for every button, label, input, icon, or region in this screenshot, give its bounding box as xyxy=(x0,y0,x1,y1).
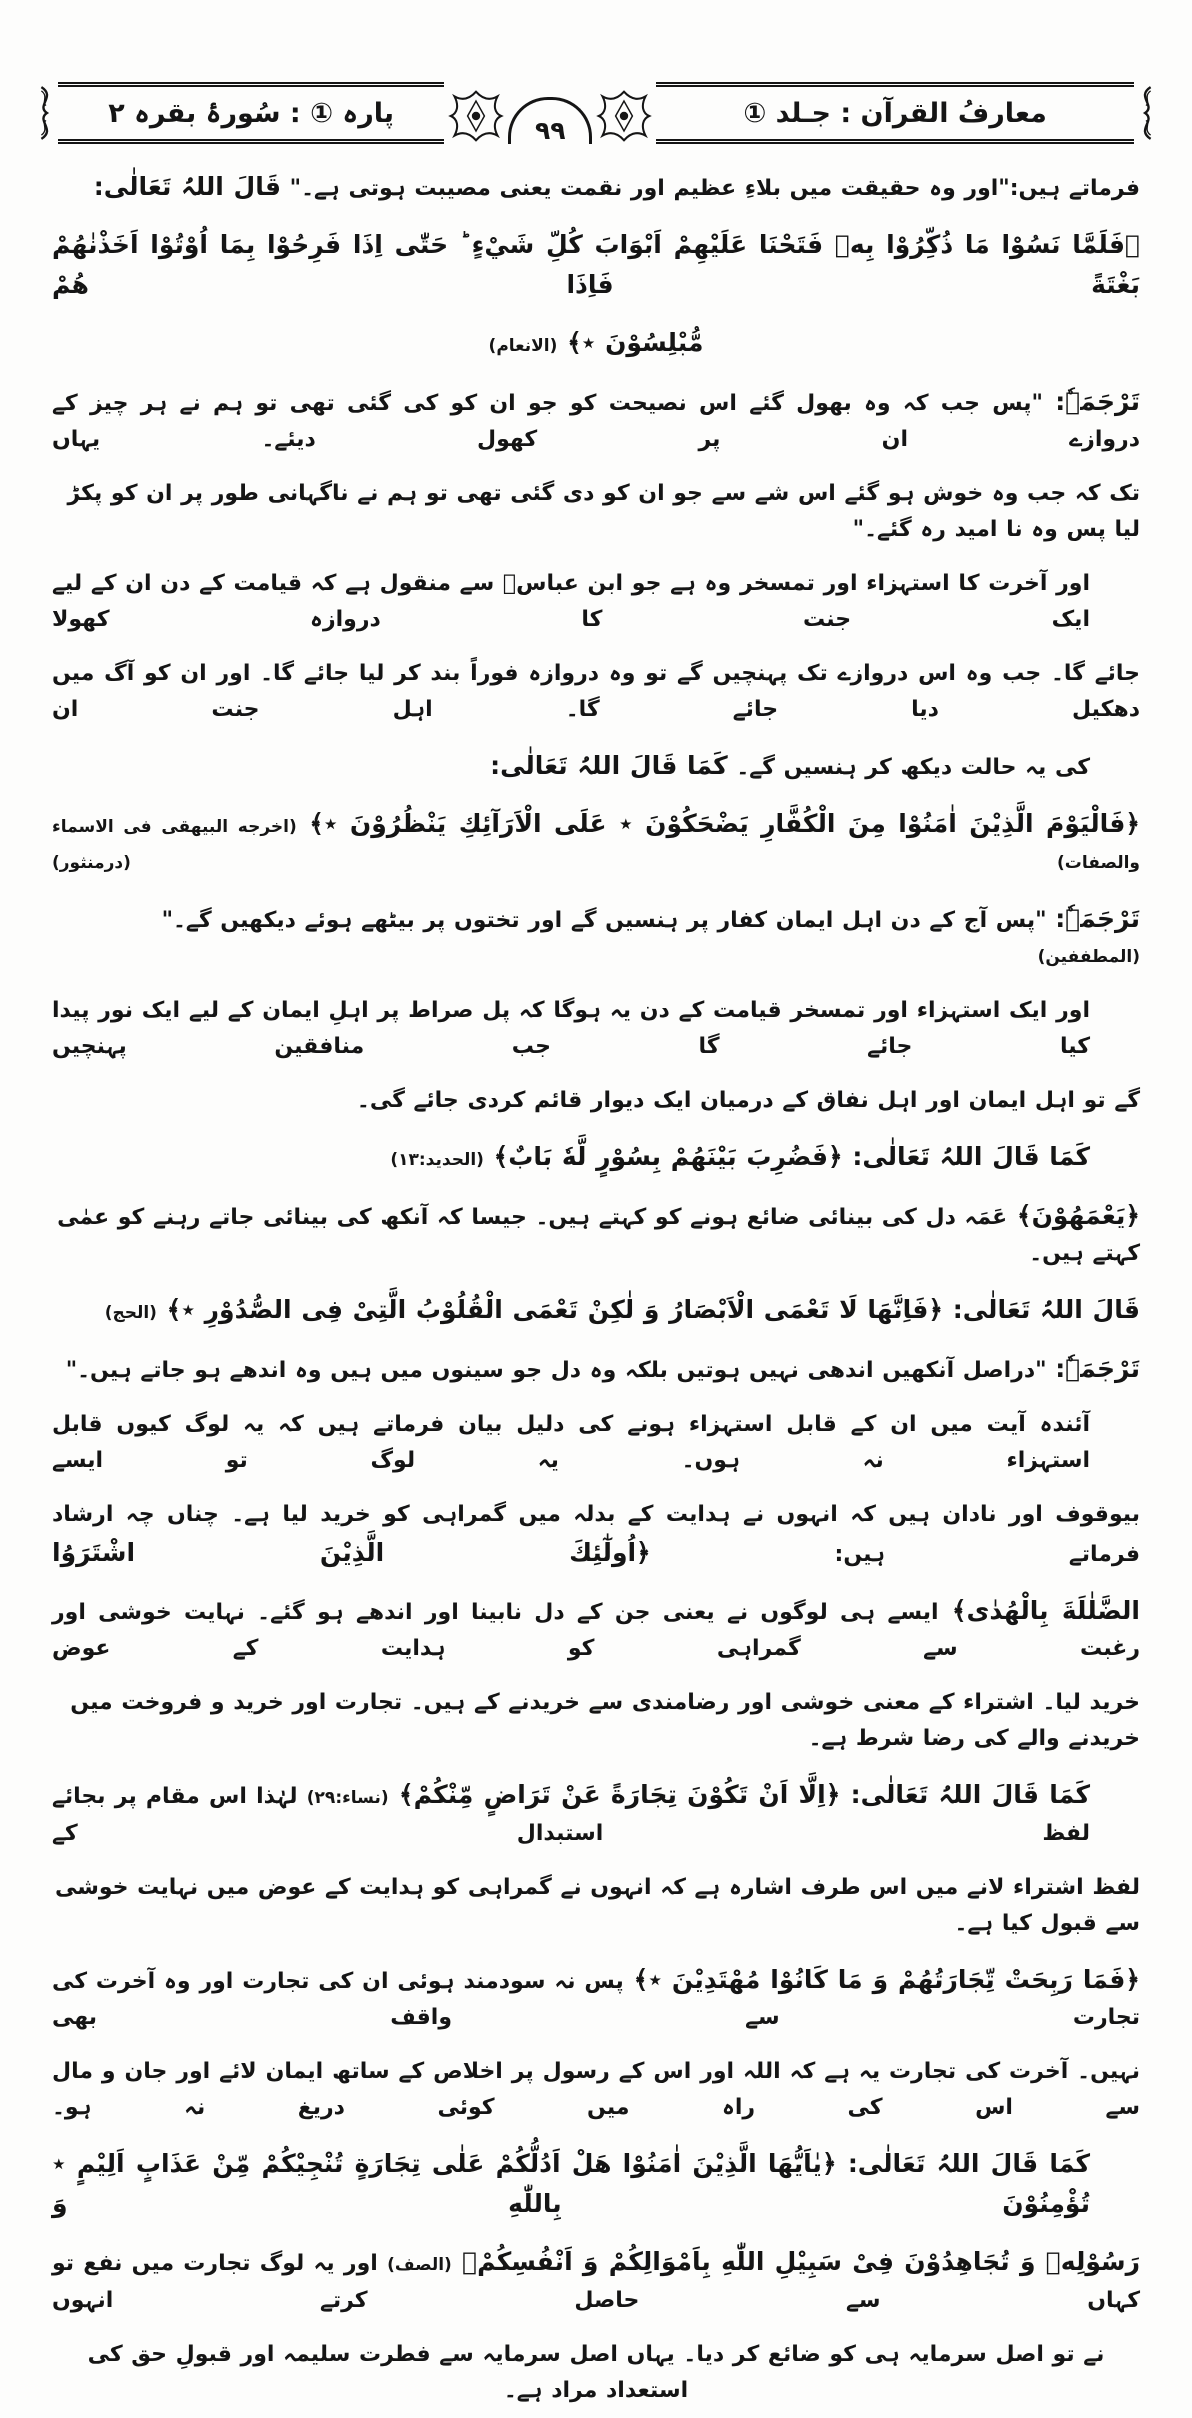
ornament-curl-icon xyxy=(34,84,58,142)
urdu-text-segment: گے تو اہل ایمان اور اہل نفاق کے درمیان ایک دیوار قائم کردی جائے گی۔ xyxy=(356,1088,1140,1113)
urdu-text-segment: پس نہ سودمند ہوئی ان کی تجارت اور وہ آخرت کی تجارت سے واقف بھی xyxy=(52,1969,1140,2030)
arabic-verse-segment: ﴿فَمَا رَبِحَتْ تِّجَارَتُهُمْ وَ مَا كَانُوْا مُهْتَدِيْنَ ٭﴾ xyxy=(623,1965,1140,1994)
arabic-verse-segment: قَالَ اللہُ تَعَالٰی: xyxy=(93,172,282,201)
text-line xyxy=(52,1766,1140,1861)
urdu-text-segment: عَمَہ دل کی بینائی ضائع ہونے کو کہتے ہیں۔ جیسا کہ آنکھ کی بینائی جاتے رہنے کو عمٰی کہتے ہیں۔ xyxy=(57,1205,1140,1266)
urdu-text-segment: لہٰذا اس مقام پر بجائے لفظ استبدال کے xyxy=(52,1784,1090,1846)
arabic-verse-segment: تَرْجَمَہٗ: xyxy=(1055,904,1140,933)
urdu-text-segment: "پس جب کہ وہ بھول گئے اس نصیحت کو جو ان کو کی گئی تھی تو ہم نے ہر چیز کے دروازے ان پر کھول دیئے۔ یہاں xyxy=(52,391,1140,452)
text-line xyxy=(52,216,1140,314)
page-number-arch xyxy=(508,97,592,144)
text-line xyxy=(52,314,1140,373)
text-line xyxy=(52,890,1140,984)
urdu-text-segment: "پس آج کے دن اہل ایمان کفار پر ہنسیں گے اور تختوں پر بیٹھے ہوئے دیکھیں گے۔" xyxy=(161,908,1056,933)
urdu-text-segment: لفظ اشتراء لانے میں اس طرف اشارہ ہے کہ انہوں نے گمراہی کو ہدایت کے عوض میں نہایت خوشی سے قبول کیا ہے۔ xyxy=(54,1875,1140,1936)
urdu-text-segment: اور آخرت کا استہزاء اور تمسخر وہ ہے جو ابن عباسؓ سے منقول ہے کہ قیامت کے دن ان کے لیے ایک جنت کا دروازہ کھولا xyxy=(52,571,1090,632)
arabic-verse-segment: مُّبْلِسُوْنَ ٭﴾ xyxy=(557,328,704,357)
arabic-verse-segment: الضَّلٰلَةَ بِالْهُدٰی﴾ xyxy=(938,1596,1140,1625)
citation-segment: (الحدید:۱۳) xyxy=(390,1150,484,1170)
urdu-text-segment: جائے گا۔ جب وہ اس دروازے تک پہنچیں گے تو وہ دروازہ فوراً بند کر لیا جائے گا۔ اور ان کو آگ میں دھکیل دیا جائے گا۔ اہل جنت ان xyxy=(52,661,1140,722)
citation-segment: (اخرجه البیهقی فی الاسماء والصفات) (درمنثور) xyxy=(52,817,1140,873)
text-line xyxy=(52,1074,1140,1128)
text-line xyxy=(52,2135,1140,2233)
text-line xyxy=(52,158,1140,216)
urdu-text-segment: کی یہ حالت دیکھ کر ہنسیں گے۔ xyxy=(727,755,1090,780)
arabic-verse-segment: کَمَا قَالَ اللہُ تَعَالٰی: ﴿يٰاَيُّهَا الَّذِيْنَ اٰمَنُوْا هَلْ اَدُلُّكُمْ عَلٰی تِجَارَةٍ تُنْجِيْكُمْ مِّنْ عَذَابٍ اَلِيْمٍ ٭ تُؤْمِنُوْنَ بِاللّٰهِ وَ xyxy=(52,2149,1090,2218)
page-header xyxy=(34,82,1158,144)
urdu-text-segment: تک کہ جب وہ خوش ہو گئے اس شے سے جو ان کو دی گئی تھی تو ہم نے ناگہانی طور پر ان کو پکڑ لیا پس وہ نا امید رہ گئے۔" xyxy=(67,481,1140,542)
urdu-text-segment: اور یہ لوگ تجارت میں نفع تو کہاں سے حاصل کرتے انہوں xyxy=(52,2251,1140,2313)
chapter-title-box xyxy=(58,82,444,144)
citation-segment: (الصف) xyxy=(387,2255,452,2275)
text-line xyxy=(52,373,1140,467)
page-number: ۹۹ xyxy=(534,116,566,145)
text-line xyxy=(52,2328,1140,2418)
arabic-verse-segment: کَمَا قَالَ اللہُ تَعَالٰی: xyxy=(490,751,728,780)
text-line xyxy=(52,1676,1140,1766)
urdu-text-segment: نے تو اصل سرمایہ ہی کو ضائع کر دیا۔ یہاں اصل سرمایہ سے فطرت سلیمہ اور قبولِ حق کی استعداد مراد ہے۔ xyxy=(87,2342,1105,2403)
text-line xyxy=(52,2045,1140,2135)
text-line xyxy=(52,467,1140,557)
urdu-text-segment: بیوقوف اور نادان ہیں کہ انہوں نے ہدایت کے بدلہ میں گمراہی کو خرید لیا ہے۔ چناں چہ ارشاد فرماتے ہیں: xyxy=(52,1502,1140,1567)
body-text xyxy=(0,144,1192,2418)
header-ornament xyxy=(444,82,656,144)
citation-segment: (نساء:۲۹) xyxy=(306,1788,389,1808)
text-line xyxy=(52,1861,1140,1951)
book-title: معارفُ القرآن : جـلد ① xyxy=(743,98,1047,129)
text-line xyxy=(52,984,1140,1074)
urdu-text-segment: آئندہ آیت میں ان کے قابل استہزاء ہونے کی دلیل بیان فرماتے ہیں کہ یہ لوگ کیوں قابل استہزاء نہ ہوں۔ یہ لوگ تو ایسے xyxy=(52,1412,1090,1473)
text-line xyxy=(52,1340,1140,1398)
text-line xyxy=(52,1398,1140,1488)
chapter-title: پارہ ① : سُورۂ بقرہ ۲ xyxy=(108,98,395,129)
text-line xyxy=(52,1582,1140,1676)
text-line xyxy=(52,647,1140,737)
text-line xyxy=(52,1951,1140,2045)
arabic-verse-segment: ﴿اُولٰٓئِكَ الَّذِيْنَ اشْتَرَوُا xyxy=(52,1538,651,1567)
text-line xyxy=(52,795,1140,890)
ornament-curl-icon xyxy=(1134,84,1158,142)
floral-medallion-icon xyxy=(596,88,652,144)
citation-segment: (الحج) xyxy=(104,1303,157,1323)
urdu-text-segment: خرید لیا۔ اشتراء کے معنی خوشی اور رضامندی سے خریدنے کے ہیں۔ تجارت اور خرید و فروخت میں خریدنے والے کی رضا شرط ہے۔ xyxy=(70,1690,1140,1751)
urdu-text-segment: اور ایک استہزاء اور تمسخر قیامت کے دن یہ ہوگا کہ پل صراط پر اہلِ ایمان کے لیے ایک نور پیدا کیا جائے گا جب منافقین پہنچیں xyxy=(52,998,1090,1059)
arabic-verse-segment: ﴿يَعْمَهُوْنَ﴾ xyxy=(1007,1201,1140,1230)
urdu-text-segment: فرماتے ہیں:"اور وہ حقیقت میں بلاءِ عظیم اور نقمت یعنی مصیبت ہوتی ہے۔" xyxy=(281,176,1140,201)
urdu-text-segment: نہیں۔ آخرت کی تجارت یہ ہے کہ اللہ اور اس کے رسول پر اخلاص کے ساتھ ایمان لائے اور جان و مال سے اس کی راہ میں کوئی دریغ نہ ہو۔ xyxy=(52,2059,1140,2120)
urdu-text-segment: "دراصل آنکھیں اندھی نہیں ہوتیں بلکہ وہ دل جو سینوں میں ہیں وہ اندھے ہو جاتے ہیں۔" xyxy=(65,1358,1056,1383)
text-line xyxy=(52,2233,1140,2328)
arabic-verse-segment: تَرْجَمَہٗ: xyxy=(1055,387,1140,416)
book-title-box xyxy=(656,82,1134,144)
text-line xyxy=(52,1128,1140,1187)
arabic-verse-segment: کَمَا قَالَ اللہُ تَعَالٰی: ﴿اِلَّا اَنْ تَكُوْنَ تِجَارَةً عَنْ تَرَاضٍ مِّنْكُمْ﴾ xyxy=(388,1780,1090,1809)
text-line xyxy=(52,1488,1140,1582)
floral-medallion-icon xyxy=(448,88,504,144)
arabic-verse-segment: کَمَا قَالَ اللہُ تَعَالٰی: ﴿فَضُرِبَ بَيْنَهُمْ بِسُوْرٍ لَّهٗ بَابٌ﴾ xyxy=(483,1142,1090,1171)
text-line xyxy=(52,737,1140,795)
urdu-text-segment: ایسے ہی لوگوں نے یعنی جن کے دل نابینا اور اندھے ہو گئے۔ نہایت خوشی اور رغبت سے گمراہی کو ہدایت کے عوض xyxy=(52,1600,1140,1661)
arabic-verse-segment: قَالَ اللہُ تَعَالٰی: ﴿فَاِنَّهَا لَا تَعْمَی الْاَبْصَارُ وَ لٰكِنْ تَعْمَی الْقُلُوْبُ الَّتِیْ فِی الصُّدُوْرِ ٭﴾ xyxy=(156,1295,1140,1324)
arabic-verse-segment: ﴿فَالْيَوْمَ الَّذِيْنَ اٰمَنُوْا مِنَ الْكُفَّارِ يَضْحَكُوْنَ ٭ عَلَی الْاَرَآئِكِ يَنْظُرُوْنَ ٭﴾ xyxy=(296,809,1140,838)
text-line xyxy=(52,1187,1140,1281)
text-line xyxy=(52,557,1140,647)
text-line xyxy=(52,1281,1140,1340)
arabic-verse-segment: رَسُوْلِهٖ وَ تُجَاهِدُوْنَ فِیْ سَبِيْلِ اللّٰهِ بِاَمْوَالِكُمْ وَ اَنْفُسِكُمْ﴾ xyxy=(451,2247,1140,2276)
scanned-book-page xyxy=(0,82,1192,2403)
arabic-verse-segment: ﴿فَلَمَّا نَسُوْا مَا ذُكِّرُوْا بِهٖ فَتَحْنَا عَلَيْهِمْ اَبْوَابَ كُلِّ شَيْءٍ ؕ حَتّٰی اِذَا فَرِحُوْا بِمَا اُوْتُوْا اَخَذْنٰهُمْ بَغْتَةً فَاِذَا هُمْ xyxy=(52,230,1140,299)
arabic-verse-segment: تَرْجَمَہٗ: xyxy=(1055,1354,1140,1383)
citation-segment: (المطففین) xyxy=(1037,947,1140,967)
citation-segment: (الانعام) xyxy=(488,336,558,356)
